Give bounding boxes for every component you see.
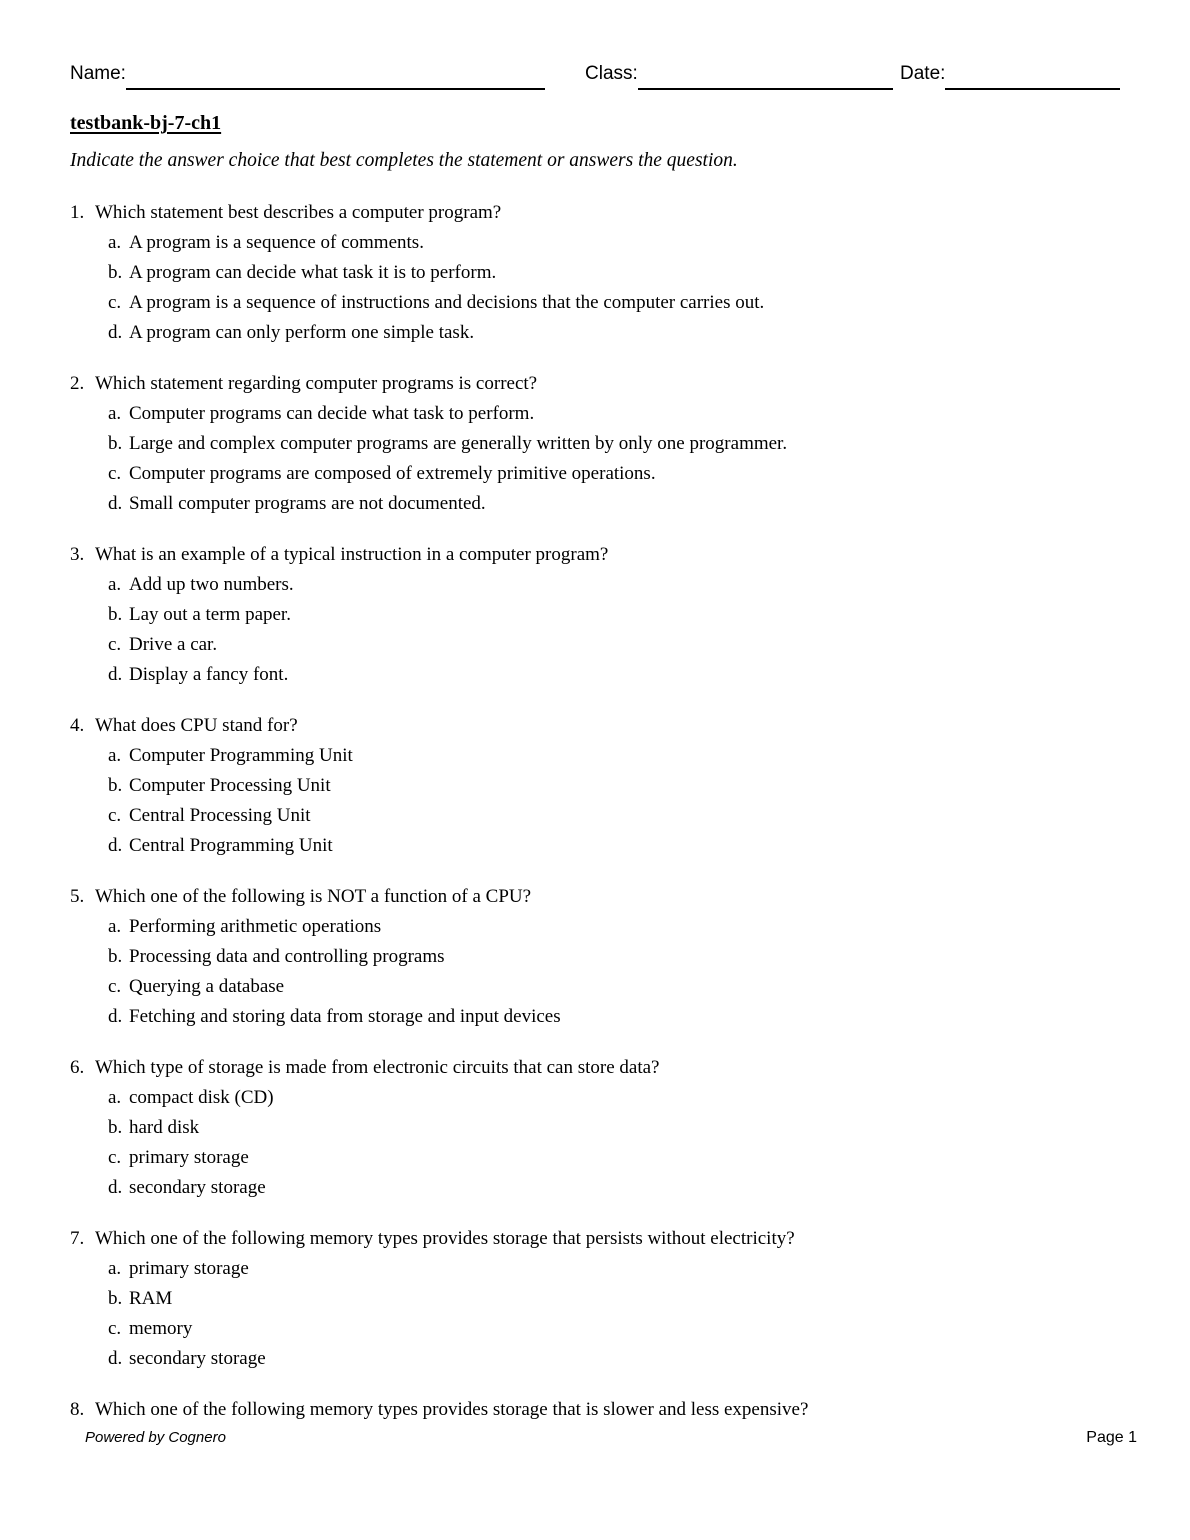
answer-option xyxy=(70,399,1120,429)
option-text: Display a fancy font. xyxy=(129,664,289,685)
answer-option xyxy=(70,1113,1120,1143)
option-text: Central Programming Unit xyxy=(129,835,333,856)
option-letter: d. xyxy=(108,835,123,856)
class-field-group xyxy=(585,62,893,86)
question-number: 6. xyxy=(70,1057,89,1078)
question-line xyxy=(70,369,1120,399)
question-line xyxy=(70,882,1120,912)
answer-option xyxy=(70,258,1120,288)
answer-option xyxy=(70,831,1120,861)
option-text: Add up two numbers. xyxy=(129,574,294,595)
option-text: Small computer programs are not documented. xyxy=(129,493,486,514)
option-text: A program is a sequence of comments. xyxy=(129,232,424,253)
question-line xyxy=(70,540,1120,570)
question-block xyxy=(70,369,1120,519)
question-block xyxy=(70,198,1120,348)
question-number: 1. xyxy=(70,202,89,223)
option-letter: b. xyxy=(108,604,123,625)
option-letter: d. xyxy=(108,1177,123,1198)
option-text: Computer Processing Unit xyxy=(129,775,331,796)
class-label: Class: xyxy=(585,63,638,84)
question-block xyxy=(70,882,1120,1032)
question-block xyxy=(70,711,1120,861)
option-text: Drive a car. xyxy=(129,634,218,655)
options-list xyxy=(70,570,1120,690)
question-number: 2. xyxy=(70,373,89,394)
option-letter: c. xyxy=(108,463,122,484)
option-letter: c. xyxy=(108,634,122,655)
powered-by-text: Powered by Cognero xyxy=(85,1429,226,1446)
option-text: Central Processing Unit xyxy=(129,805,311,826)
option-text: RAM xyxy=(129,1288,173,1309)
question-number: 7. xyxy=(70,1228,89,1249)
option-text: secondary storage xyxy=(129,1348,266,1369)
question-block xyxy=(70,1224,1120,1374)
options-list xyxy=(70,912,1120,1032)
options-list xyxy=(70,1254,1120,1374)
answer-option xyxy=(70,912,1120,942)
option-text: hard disk xyxy=(129,1117,200,1138)
name-blank-line xyxy=(126,64,545,90)
answer-option xyxy=(70,1173,1120,1203)
option-letter: d. xyxy=(108,664,123,685)
option-letter: a. xyxy=(108,1087,122,1108)
option-letter: c. xyxy=(108,1318,122,1339)
option-text: Computer programs are composed of extremely primitive operations. xyxy=(129,463,656,484)
question-number: 3. xyxy=(70,544,89,565)
answer-option xyxy=(70,660,1120,690)
option-letter: b. xyxy=(108,1288,123,1309)
option-text: primary storage xyxy=(129,1258,249,1279)
option-letter: c. xyxy=(108,1147,122,1168)
answer-option xyxy=(70,288,1120,318)
option-letter: b. xyxy=(108,433,123,454)
question-number: 4. xyxy=(70,715,89,736)
options-list xyxy=(70,1083,1120,1203)
question-line xyxy=(70,711,1120,741)
option-text: A program can only perform one simple task. xyxy=(129,322,475,343)
question-line xyxy=(70,1395,1120,1425)
answer-option xyxy=(70,942,1120,972)
question-block xyxy=(70,1395,1120,1425)
option-text: Processing data and controlling programs xyxy=(129,946,445,967)
question-text: Which statement regarding computer programs is correct? xyxy=(95,373,538,394)
question-line xyxy=(70,198,1120,228)
option-text: Querying a database xyxy=(129,976,285,997)
class-blank-line xyxy=(638,64,893,90)
option-letter: a. xyxy=(108,574,122,595)
option-text: A program can decide what task it is to perform. xyxy=(129,262,497,283)
answer-option xyxy=(70,1143,1120,1173)
question-line xyxy=(70,1053,1120,1083)
question-number: 5. xyxy=(70,886,89,907)
question-text: Which one of the following is NOT a function of a CPU? xyxy=(95,886,532,907)
page-number: Page 1 xyxy=(1086,1429,1137,1446)
option-text: Performing arithmetic operations xyxy=(129,916,382,937)
answer-option xyxy=(70,771,1120,801)
answer-option xyxy=(70,570,1120,600)
option-text: memory xyxy=(129,1318,193,1339)
answer-option xyxy=(70,600,1120,630)
document-title: testbank-bj-7-ch1 xyxy=(70,112,222,134)
options-list xyxy=(70,399,1120,519)
option-letter: c. xyxy=(108,805,122,826)
option-letter: d. xyxy=(108,493,123,514)
question-block xyxy=(70,1053,1120,1203)
question-text: What does CPU stand for? xyxy=(95,715,298,736)
option-letter: d. xyxy=(108,322,123,343)
answer-option xyxy=(70,801,1120,831)
date-field-group xyxy=(900,62,1120,86)
option-text: compact disk (CD) xyxy=(129,1087,274,1108)
answer-option xyxy=(70,228,1120,258)
option-letter: c. xyxy=(108,292,122,313)
option-text: primary storage xyxy=(129,1147,249,1168)
question-number: 8. xyxy=(70,1399,89,1420)
option-letter: a. xyxy=(108,403,122,424)
answer-option xyxy=(70,1344,1120,1374)
option-letter: b. xyxy=(108,946,123,967)
question-line xyxy=(70,1224,1120,1254)
answer-option xyxy=(70,1254,1120,1284)
option-text: secondary storage xyxy=(129,1177,266,1198)
answer-option xyxy=(70,318,1120,348)
option-letter: a. xyxy=(108,916,122,937)
option-letter: a. xyxy=(108,232,122,253)
question-text: Which type of storage is made from electronic circuits that can store data? xyxy=(95,1057,660,1078)
question-text: Which one of the following memory types provides storage that is slower and less expensive? xyxy=(95,1399,809,1420)
answer-option xyxy=(70,459,1120,489)
question-text: Which statement best describes a computer program? xyxy=(95,202,502,223)
date-label: Date: xyxy=(900,63,946,84)
instruction-text: Indicate the answer choice that best completes the statement or answers the question. xyxy=(70,150,738,171)
answer-option xyxy=(70,1314,1120,1344)
answer-option xyxy=(70,489,1120,519)
option-text: Large and complex computer programs are generally written by only one programmer. xyxy=(129,433,788,454)
option-text: A program is a sequence of instructions and decisions that the computer carries out. xyxy=(129,292,765,313)
option-text: Computer Programming Unit xyxy=(129,745,353,766)
form-header xyxy=(70,62,1120,86)
option-text: Lay out a term paper. xyxy=(129,604,291,625)
name-label: Name: xyxy=(70,63,126,84)
answer-option xyxy=(70,972,1120,1002)
option-letter: d. xyxy=(108,1348,123,1369)
answer-option xyxy=(70,741,1120,771)
answer-option xyxy=(70,1284,1120,1314)
options-list xyxy=(70,741,1120,861)
question-text: Which one of the following memory types provides storage that persists without electricity? xyxy=(95,1228,795,1249)
option-letter: a. xyxy=(108,1258,122,1279)
option-text: Computer programs can decide what task to perform. xyxy=(129,403,535,424)
option-text: Fetching and storing data from storage and input devices xyxy=(129,1006,561,1027)
answer-option xyxy=(70,630,1120,660)
option-letter: a. xyxy=(108,745,122,766)
question-text: What is an example of a typical instruction in a computer program? xyxy=(95,544,609,565)
answer-option xyxy=(70,429,1120,459)
answer-option xyxy=(70,1002,1120,1032)
answer-option xyxy=(70,1083,1120,1113)
option-letter: b. xyxy=(108,1117,123,1138)
date-blank-line xyxy=(945,64,1120,90)
questions-list xyxy=(70,198,1120,1425)
option-letter: c. xyxy=(108,976,122,997)
question-block xyxy=(70,540,1120,690)
page-footer xyxy=(85,1429,1137,1447)
option-letter: b. xyxy=(108,262,123,283)
name-field-group xyxy=(70,62,545,86)
option-letter: d. xyxy=(108,1006,123,1027)
options-list xyxy=(70,228,1120,348)
option-letter: b. xyxy=(108,775,123,796)
